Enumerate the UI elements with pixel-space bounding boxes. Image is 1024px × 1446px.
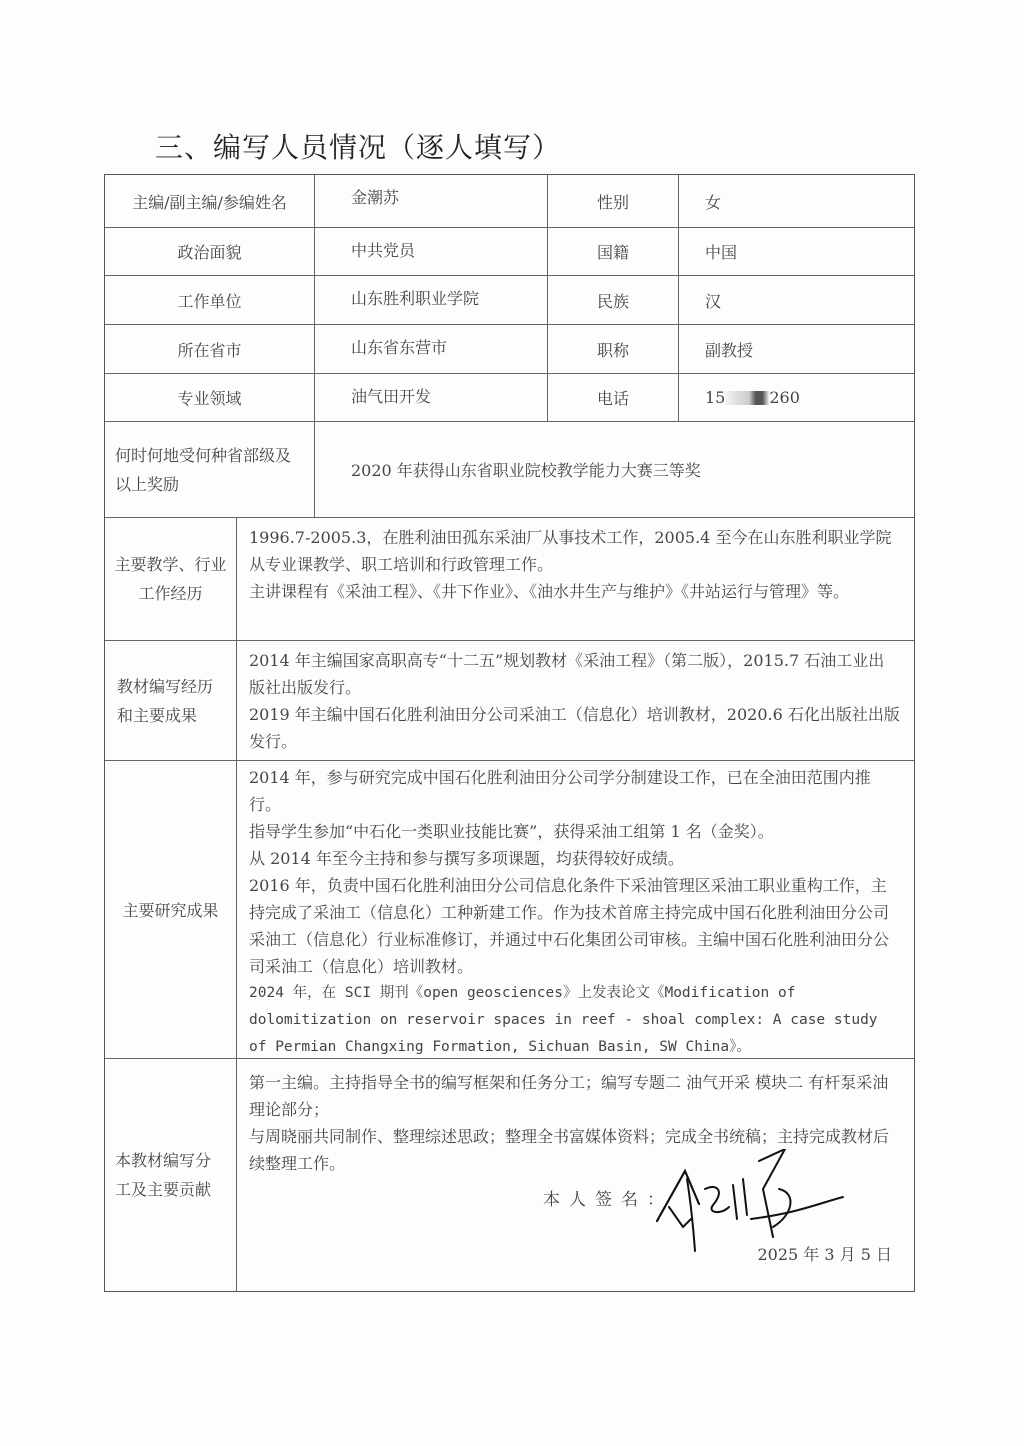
value-work-experience [236, 518, 914, 640]
value-political-status: 中共党员 [314, 228, 547, 275]
form-row-contribution [105, 1059, 914, 1291]
form-row-name [105, 175, 914, 228]
form-row-awards [105, 422, 914, 518]
label-name: 主编/副主编/参编姓名 [132, 192, 287, 212]
personnel-form-table [104, 174, 915, 1292]
research-paragraph: 从 2014 年至今主持和参与撰写多项课题，均获得较好成绩。 [249, 849, 684, 868]
section-title: 三、编写人员情况（逐人填写） [155, 131, 562, 164]
work-experience-paragraph: 1996.7-2005.3，在胜利油田孤东采油厂从事技术工作，2005.4 至今在山东胜利职业学院从专业课教学、职工培训和行政管理工作。 [249, 528, 892, 574]
form-row-political [105, 228, 914, 276]
phone-prefix: 15 [705, 388, 726, 407]
research-paragraph: 2014 年，参与研究完成中国石化胜利油田分公司学分制建设工作，已在全油田范围内推行。 [249, 768, 871, 814]
label-research: 主要研究成果 [122, 901, 219, 920]
label-location: 所在省市 [177, 340, 242, 360]
value-employer: 山东胜利职业学院 [314, 276, 547, 324]
label-contribution: 本教材编写分工及主要贡献 [115, 1151, 212, 1199]
phone-redaction [725, 391, 769, 405]
label-title: 职称 [547, 325, 678, 373]
value-location: 山东省东营市 [314, 325, 547, 373]
value-field: 油气田开发 [314, 374, 547, 421]
label-gender: 性别 [547, 175, 678, 227]
form-row-employer [105, 276, 914, 325]
textbook-paragraph: 2014 年主编国家高职高专“十二五”规划教材《采油工程》（第二版），2015.7 石油工业出版社出版发行。 [249, 651, 885, 697]
label-employer: 工作单位 [177, 291, 242, 311]
form-row-field [105, 374, 914, 422]
research-paragraph: 指导学生参加“中石化一类职业技能比赛”，获得采油工组第 1 名（金奖）。 [249, 822, 774, 841]
contribution-paragraph: 与周晓丽共同制作、整理综述思政；整理全书富媒体资料；完成全书统稿；主持完成教材后续整理工作。 [249, 1127, 890, 1173]
form-row-textbook-experience [105, 641, 914, 761]
value-awards: 2020 年获得山东省职业院校教学能力大赛三等奖 [314, 422, 914, 517]
form-row-research [105, 761, 914, 1059]
research-paragraph: 2016 年，负责中国石化胜利油田分公司信息化条件下采油管理区采油工职业重构工作，主持完成了采油工（信息化）工种新建工作。作为技术首席主持完成中国石化胜利油田分公司采油工（信息化）行业标准修订，并通过中石化集团公司审核。主编中国石化胜利油田分公司采油工（信息化）培训教材。 [249, 876, 890, 976]
label-political-status: 政治面貌 [177, 243, 242, 262]
phone-suffix: 260 [769, 388, 800, 407]
value-contribution [236, 1059, 914, 1291]
signature-label: 本人签名： [543, 1190, 673, 1210]
label-nationality: 国籍 [547, 228, 678, 275]
label-awards: 何时何地受何种省部级及以上奖励 [115, 445, 292, 494]
value-ethnicity: 汉 [678, 276, 914, 324]
contribution-paragraph: 第一主编。主持指导全书的编写框架和任务分工；编写专题二 油气开采 模块二 有杆泵采油 理论部分； [249, 1073, 889, 1119]
label-ethnicity: 民族 [547, 276, 678, 324]
value-nationality: 中国 [678, 228, 914, 275]
label-phone: 电话 [547, 374, 678, 421]
value-textbook-experience [236, 641, 914, 760]
work-experience-paragraph: 主讲课程有《采油工程》、《井下作业》、《油水井生产与维护》《井站运行与管理》等。 [249, 582, 850, 601]
signature-date: 2025 年 3 月 5 日 [757, 1245, 892, 1264]
value-title: 副教授 [678, 325, 914, 373]
form-row-work-experience [105, 518, 914, 641]
research-paragraph: 2024 年，在 SCI 期刊《open geosciences》上发表论文《Modification of dolomitization on reservoir spaces in reef - shoal complex: A case study of Permian Changxing Formation, Sichuan Basin, SW China》。 [249, 985, 878, 1055]
form-row-location [105, 325, 914, 374]
label-textbook-experience: 教材编写经历和主要成果 [117, 676, 214, 725]
value-name: 金潮苏 [314, 175, 547, 227]
textbook-paragraph: 2019 年主编中国石化胜利油田分公司采油工（信息化）培训教材，2020.6 石化出版社出版发行。 [249, 705, 900, 751]
value-research [236, 761, 914, 1058]
label-work-experience: 主要教学、行业工作经历 [114, 555, 227, 603]
value-phone [678, 374, 914, 421]
value-gender: 女 [678, 175, 914, 227]
label-field: 专业领域 [177, 389, 242, 408]
